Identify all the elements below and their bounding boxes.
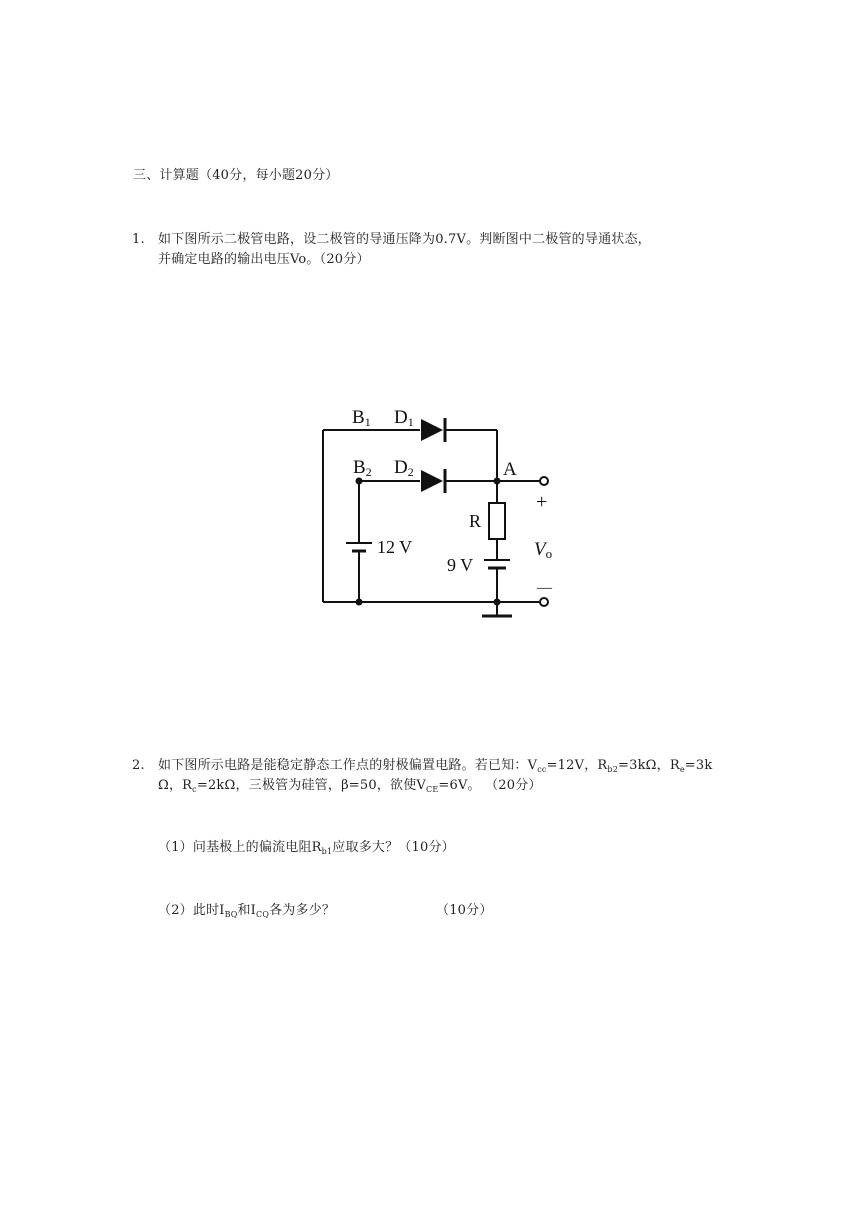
q1-text-line1: 如下图所示二极管电路，设二极管的导通压降为0.7V。判断图中二极管的导通状态， [158,232,651,247]
label-d1: D1 [394,407,414,429]
label-b1: B1 [352,407,371,429]
q2-number: 2. [132,758,145,773]
label-9v: 9 V [447,555,474,575]
diode-d1-symbol [421,419,443,441]
junction-bottom-left-dot [356,599,363,606]
output-terminal-minus [540,598,548,606]
output-terminal-plus [540,477,548,485]
q2-subquestion-2-points: （10分） [436,903,493,918]
label-resistor-r: R [469,511,482,531]
label-d2: D2 [394,457,414,479]
label-node-a: A [503,459,517,480]
q2-subquestion-1: （1）问基极上的偏流电阻$R_{b1}$应取多大？（10分） [158,840,455,856]
q2-text-line1: 如下图所示电路是能稳定静态工作点的射极偏置电路。若已知：$V_{cc}=12V$，$R_{b2}=3k\Omega$，$R_e=3k$ [158,758,713,774]
label-b2: B2 [353,457,372,479]
junction-bottom-right-dot [494,599,501,606]
junction-a-dot [494,478,501,485]
q2-text-line2: Ω，$R_c=2k\Omega$，三极管为硅管，β=50，欲使$V_{CE}=6V$。 （20分） [158,778,542,794]
label-minus: — [537,580,552,596]
label-12v: 12 V [377,537,413,557]
resistor-r [489,503,505,539]
label-plus: + [536,491,548,513]
q2-subquestion-2: （2）此时$I_{BQ}$和$I_{CQ}$各为多少？ [158,903,336,919]
label-vo: Vo [534,539,553,561]
section-heading: 三、计算题（40分，每小题20分） [133,168,339,183]
junction-b2-dot [356,478,363,485]
q1-number: 1. [132,232,145,247]
diode-d2-symbol [421,470,443,492]
q1-text-line2: 并确定电路的输出电压Vo。（20分） [158,252,370,267]
